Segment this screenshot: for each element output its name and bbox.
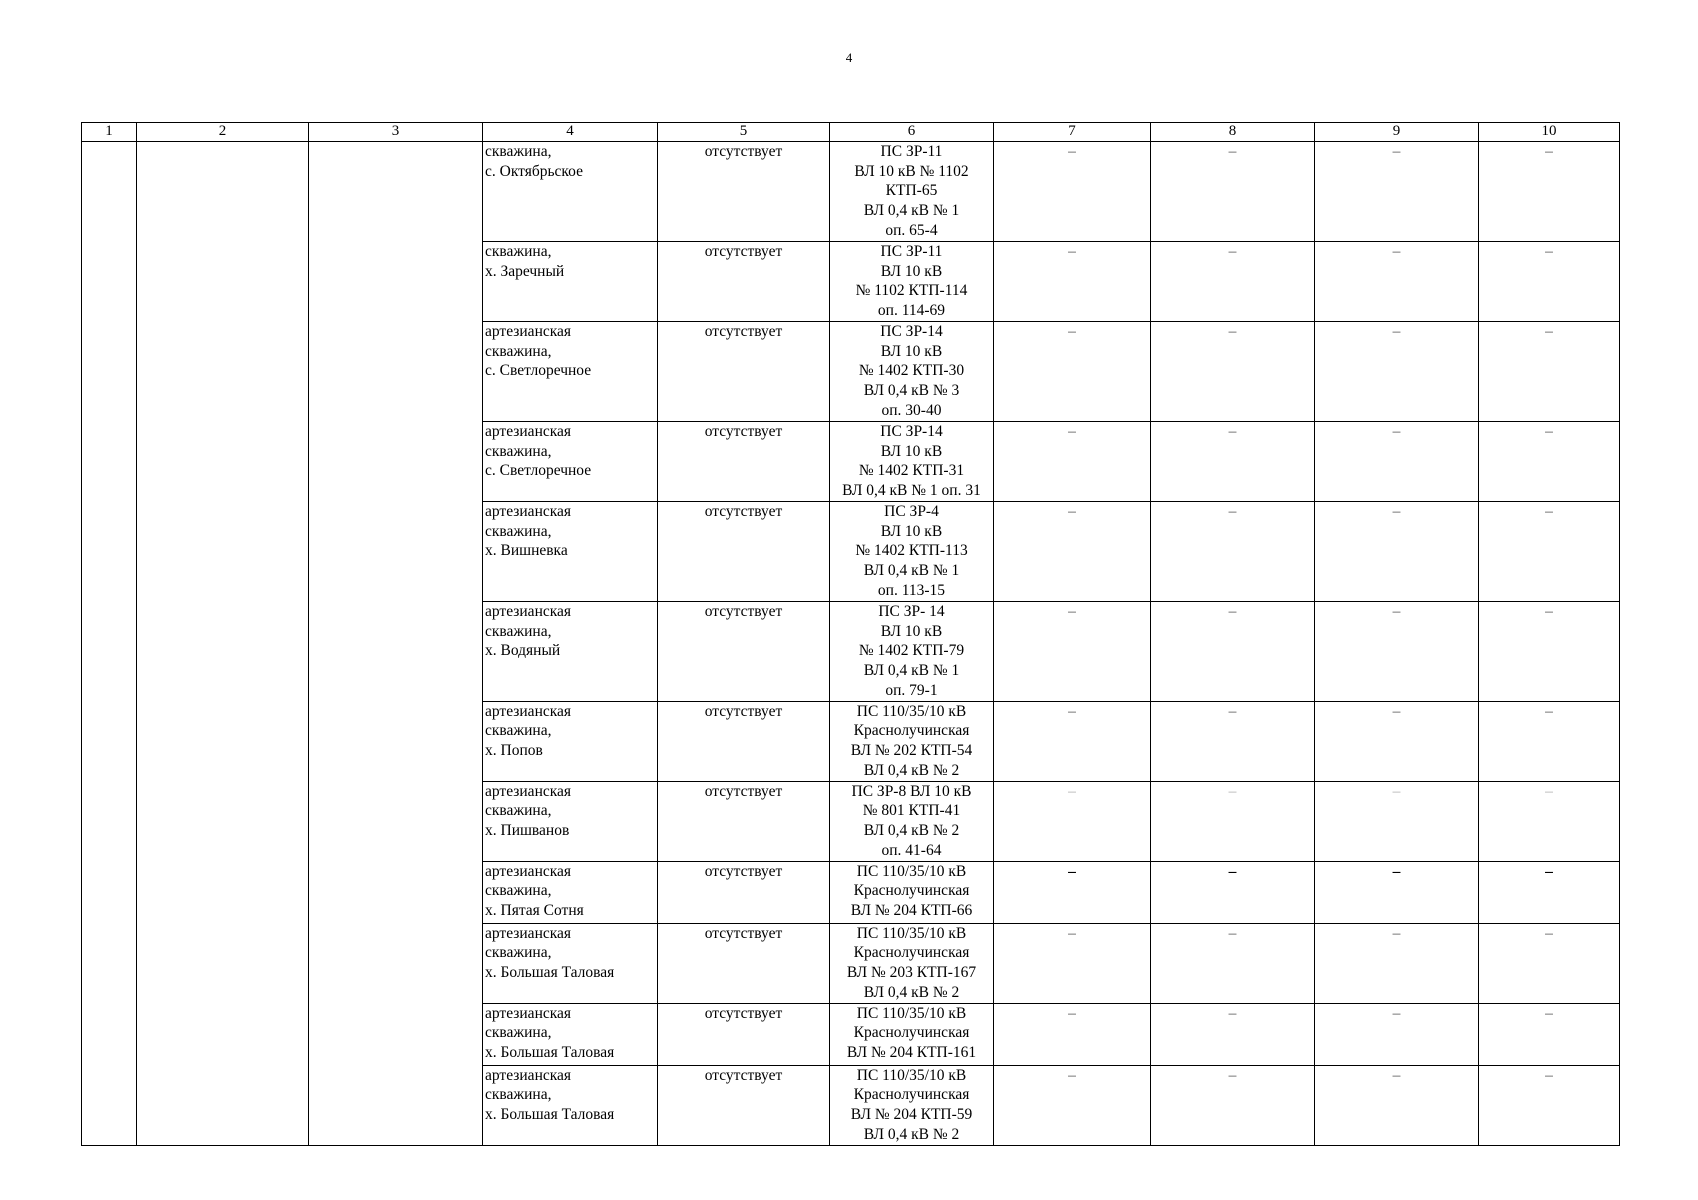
status-cell: отсутствует (658, 602, 830, 702)
dash-cell: – (1315, 502, 1479, 602)
dash-cell: – (1315, 602, 1479, 702)
dash-cell: – (1151, 923, 1315, 1003)
status-cell: отсутствует (658, 322, 830, 422)
power-source-cell: ПС ЗР-11 ВЛ 10 кВ № 1102 КТП-114 оп. 114-69 (830, 242, 994, 322)
dash-cell: – (994, 923, 1151, 1003)
power-source-cell: ПС 110/35/10 кВ Краснолучинская ВЛ № 204 КТП-59 ВЛ 0,4 кВ № 2 (830, 1065, 994, 1145)
dash-cell: – (1151, 781, 1315, 861)
status-cell: отсутствует (658, 502, 830, 602)
object-cell: артезианская скважина, х. Большая Таловая (483, 923, 658, 1003)
power-source-cell: ПС 110/35/10 кВ Краснолучинская ВЛ № 203 КТП-167 ВЛ 0,4 кВ № 2 (830, 923, 994, 1003)
object-cell: артезианская скважина, с. Светлоречное (483, 422, 658, 502)
object-cell: артезианская скважина, х. Попов (483, 701, 658, 781)
table-row (82, 142, 1620, 242)
object-cell: скважина, с. Октябрьское (483, 142, 658, 242)
status-cell: отсутствует (658, 142, 830, 242)
page-number: 4 (845, 50, 853, 65)
power-source-cell: ПС ЗР-11 ВЛ 10 кВ № 1102 КТП-65 ВЛ 0,4 кВ № 1 оп. 65-4 (830, 142, 994, 242)
dash-cell: – (1151, 422, 1315, 502)
column-header: 4 (483, 123, 658, 142)
dash-cell: – (1315, 142, 1479, 242)
status-cell: отсутствует (658, 701, 830, 781)
dash-cell: – (1479, 781, 1620, 861)
dash-cell: – (1315, 923, 1479, 1003)
dash-cell: – (994, 142, 1151, 242)
power-source-cell: ПС 110/35/10 кВ Краснолучинская ВЛ № 202 КТП-54 ВЛ 0,4 кВ № 2 (830, 701, 994, 781)
column-header: 6 (830, 123, 994, 142)
object-cell: артезианская скважина, х. Пятая Сотня (483, 861, 658, 923)
dash-cell: – (1479, 502, 1620, 602)
column-header: 1 (82, 123, 137, 142)
column-header: 2 (137, 123, 309, 142)
dash-cell: – (994, 602, 1151, 702)
dash-cell: – (1151, 861, 1315, 923)
header-row (82, 123, 1620, 142)
dash-cell: – (1151, 502, 1315, 602)
column-header: 8 (1151, 123, 1315, 142)
column-header: 9 (1315, 123, 1479, 142)
object-cell: артезианская скважина, х. Водяный (483, 602, 658, 702)
dash-cell: – (1151, 1065, 1315, 1145)
dash-cell: – (1315, 781, 1479, 861)
power-source-cell: ПС ЗР-14 ВЛ 10 кВ № 1402 КТП-30 ВЛ 0,4 кВ № 3 оп. 30-40 (830, 322, 994, 422)
dash-cell: – (1479, 701, 1620, 781)
dash-cell: – (1315, 701, 1479, 781)
dash-cell: – (1315, 1065, 1479, 1145)
column-header: 7 (994, 123, 1151, 142)
column-header: 5 (658, 123, 830, 142)
dash-cell: – (1151, 142, 1315, 242)
object-cell: артезианская скважина, х. Пишванов (483, 781, 658, 861)
dash-cell: – (1151, 701, 1315, 781)
object-cell: артезианская скважина, с. Светлоречное (483, 322, 658, 422)
merged-cell-col2 (137, 142, 309, 1146)
dash-cell: – (1315, 422, 1479, 502)
power-source-cell: ПС 110/35/10 кВ Краснолучинская ВЛ № 204 КТП-161 (830, 1003, 994, 1065)
merged-cell-col1 (82, 142, 137, 1146)
power-source-cell: ПС 110/35/10 кВ Краснолучинская ВЛ № 204 КТП-66 (830, 861, 994, 923)
dash-cell: – (994, 1065, 1151, 1145)
object-cell: артезианская скважина, х. Большая Таловая (483, 1065, 658, 1145)
status-cell: отсутствует (658, 422, 830, 502)
dash-cell: – (994, 1003, 1151, 1065)
dash-cell: – (1479, 242, 1620, 322)
dash-cell: – (994, 861, 1151, 923)
dash-cell: – (1151, 242, 1315, 322)
dash-cell: – (1315, 322, 1479, 422)
power-source-cell: ПС ЗР-4 ВЛ 10 кВ № 1402 КТП-113 ВЛ 0,4 кВ № 1 оп. 113-15 (830, 502, 994, 602)
dash-cell: – (1479, 1003, 1620, 1065)
dash-cell: – (1479, 923, 1620, 1003)
power-source-cell: ПС ЗР- 14 ВЛ 10 кВ № 1402 КТП-79 ВЛ 0,4 кВ № 1 оп. 79-1 (830, 602, 994, 702)
dash-cell: – (994, 502, 1151, 602)
dash-cell: – (1151, 602, 1315, 702)
dash-cell: – (1479, 322, 1620, 422)
dash-cell: – (994, 242, 1151, 322)
dash-cell: – (1315, 861, 1479, 923)
dash-cell: – (1151, 1003, 1315, 1065)
dash-cell: – (1479, 861, 1620, 923)
status-cell: отсутствует (658, 242, 830, 322)
column-header: 10 (1479, 123, 1620, 142)
dash-cell: – (994, 781, 1151, 861)
dash-cell: – (1479, 142, 1620, 242)
dash-cell: – (1315, 1003, 1479, 1065)
dash-cell: – (994, 322, 1151, 422)
status-cell: отсутствует (658, 923, 830, 1003)
dash-cell: – (1315, 242, 1479, 322)
dash-cell: – (994, 701, 1151, 781)
merged-cell-col3 (309, 142, 483, 1146)
dash-cell: – (994, 422, 1151, 502)
dash-cell: – (1479, 1065, 1620, 1145)
power-source-cell: ПС ЗР-14 ВЛ 10 кВ № 1402 КТП-31 ВЛ 0,4 кВ № 1 оп. 31 (830, 422, 994, 502)
status-cell: отсутствует (658, 781, 830, 861)
dash-cell: – (1151, 322, 1315, 422)
power-source-cell: ПС ЗР-8 ВЛ 10 кВ № 801 КТП-41 ВЛ 0,4 кВ № 2 оп. 41-64 (830, 781, 994, 861)
dash-cell: – (1479, 422, 1620, 502)
object-cell: скважина, х. Заречный (483, 242, 658, 322)
status-cell: отсутствует (658, 1003, 830, 1065)
object-cell: артезианская скважина, х. Большая Таловая (483, 1003, 658, 1065)
status-cell: отсутствует (658, 861, 830, 923)
column-header: 3 (309, 123, 483, 142)
dash-cell: – (1479, 602, 1620, 702)
status-cell: отсутствует (658, 1065, 830, 1145)
data-table (81, 122, 1620, 1146)
object-cell: артезианская скважина, х. Вишневка (483, 502, 658, 602)
